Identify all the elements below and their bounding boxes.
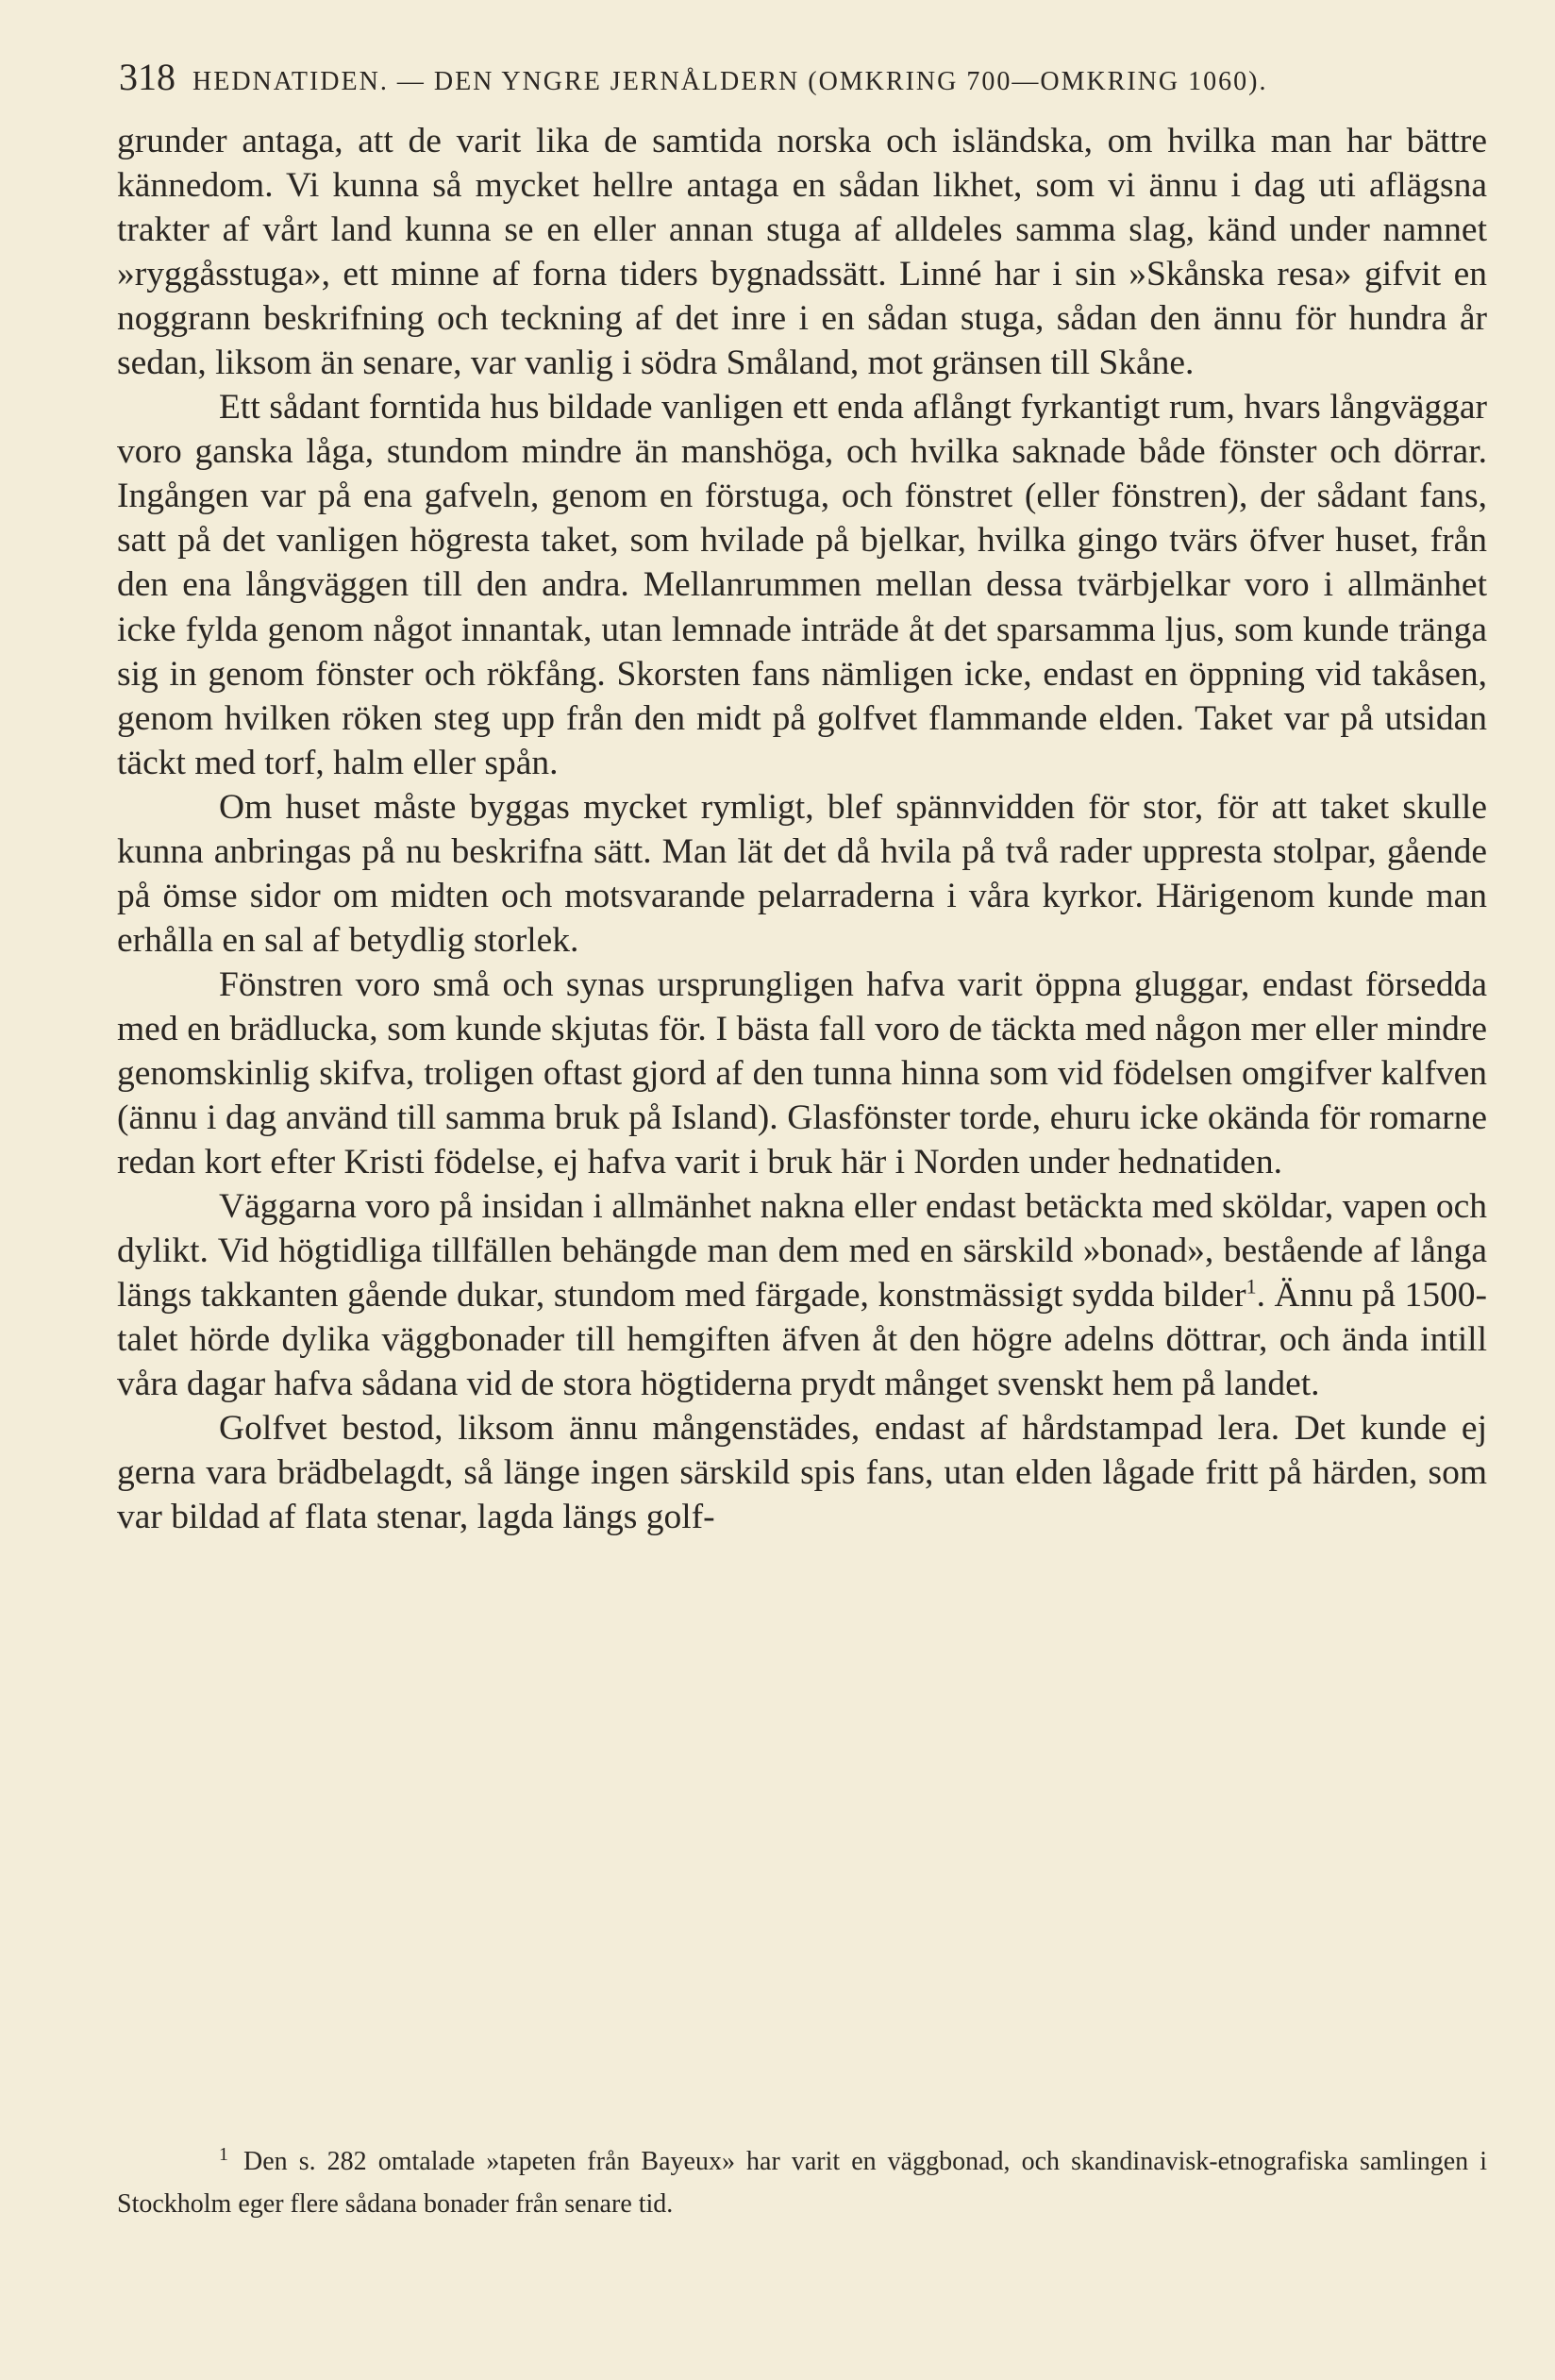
paragraph: Om huset måste byggas mycket rymligt, blef spännvidden för stor, för att taket skulle kunna anbringas på nu beskrifna sätt. Man lät det då hvila på två rader uppresta stolpar, gående på ömse sidor om midten och motsvarande pelarraderna i våra kyrkor. Härigenom kunde man erhålla en sal af betydlig storlek. bbox=[117, 787, 1487, 960]
paragraph: Ett sådant forntida hus bildade vanligen ett enda aflångt fyrkantigt rum, hvars långväggar voro ganska låga, stundom mindre än manshöga, och hvilka saknade både fönster och dörrar. Ingången var på ena gafveln, genom en förstuga, och fönstret (eller fönstren), der sådant fans, satt på det vanligen högresta taket, som hvilade på bjelkar, hvilka gingo tvärs öfver huset, från den ena långväggen till den andra. Mellanrummen mellan dessa tvärbjelkar voro i allmänhet icke fylda genom något innantak, utan lemnade inträde åt det sparsamma ljus, som kunde tränga sig in genom fönster och rökfång. Skorsten fans nämligen icke, endast en öppning vid takåsen, genom hvilken röken steg upp från den midt på golfvet flammande elden. Taket var på utsidan täckt med torf, halm eller spån. bbox=[117, 388, 1487, 782]
footnote bbox=[117, 2140, 1487, 2225]
footnote-text: Den s. 282 omtalade »tapeten från Bayeux» har varit en väggbonad, och skandinavisk-etnografiska samlingen i Stockholm eger flere sådana bonader från senare tid. bbox=[117, 2147, 1487, 2219]
paragraph-text: . Ännu på 1500-talet hörde dylika väggbonader till hemgiften äfven åt den högre adelns döttrar, och ända intill våra dagar hafva sådana vid de stora högtiderna prydt månget svenskt hem på landet. bbox=[117, 1276, 1487, 1404]
paragraph: Golfvet bestod, liksom ännu mångenstädes, endast af hårdstampad lera. Det kunde ej gerna vara brädbelagdt, så länge ingen särskild spis fans, utan elden lågade fritt på härden, som var bildad af flata stenar, lagda längs golf- bbox=[117, 1409, 1487, 1537]
body-text bbox=[117, 119, 1487, 1540]
paragraph-text: Väggarna voro på insidan i allmänhet nakna eller endast betäckta med sköldar, vapen och dylikt. Vid högtidliga tillfällen behängde man dem med en särskild »bonad», bestående af långa längs takkanten gående dukar, stundom med färgade, konstmässigt sydda bilder bbox=[117, 1187, 1487, 1316]
footnote-mark: 1 bbox=[219, 2144, 228, 2165]
page-header bbox=[119, 55, 1487, 102]
footnote-reference[interactable]: 1 bbox=[1246, 1274, 1257, 1299]
paragraph: Fönstren voro små och synas ursprungligen hafva varit öppna gluggar, endast försedda med en brädlucka, som kunde skjutas för. I bästa fall voro de täckta med någon mer eller mindre genomskinlig skifva, troligen oftast gjord af den tunna hinna som vid födelsen omgifver kalfven (ännu i dag använd till samma bruk på Island). Glasfönster torde, ehuru icke okända för romarne redan kort efter Kristi födelse, ej hafva varit i bruk här i Norden under hednatiden. bbox=[117, 964, 1487, 1182]
paragraph: grunder antaga, att de varit lika de samtida norska och isländska, om hvilka man har bättre kännedom. Vi kunna så mycket hellre antaga en sådan likhet, som vi ännu i dag uti aflägsna trakter af vårt land kunna se en eller annan stuga af alldeles samma slag, känd under namnet »ryggåsstuga», ett minne af forna tiders bygnadssätt. Linné har i sin »Skånska resa» gifvit en noggrann beskrifning och teckning af det inre i en sådan stuga, sådan den ännu för hundra år sedan, liksom än senare, var vanlig i södra Småland, mot gränsen till Skåne. bbox=[117, 122, 1487, 383]
page-number: 318 bbox=[119, 56, 176, 98]
running-head: HEDNATIDEN. — DEN YNGRE JERNÅLDERN (OMKRING 700—OMKRING 1060). bbox=[192, 67, 1268, 96]
paragraph bbox=[117, 1184, 1487, 1406]
